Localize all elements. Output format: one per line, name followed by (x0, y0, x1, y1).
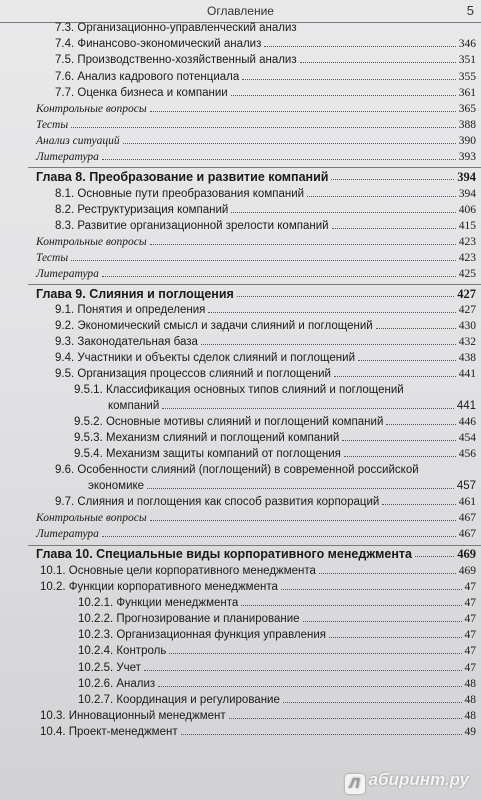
toc-page-number: 49 (464, 726, 476, 738)
dot-leader (319, 573, 456, 574)
toc-entry[interactable] (55, 204, 476, 216)
toc-entry[interactable] (36, 119, 476, 131)
toc-entry[interactable] (55, 188, 476, 200)
toc-page-number: 467 (458, 528, 476, 540)
toc-entry-title: 9.5.4. Механизм защиты компаний от поглощения (74, 448, 341, 460)
toc-page-number: 432 (458, 336, 476, 348)
toc-entry-title: 7.4. Финансово-экономический анализ (55, 38, 262, 50)
toc-page-number: 461 (458, 496, 476, 508)
dot-leader (342, 440, 455, 441)
chapter-divider (28, 284, 481, 285)
dot-leader (303, 621, 462, 622)
toc-entry[interactable] (74, 384, 476, 396)
toc-page-number: 47 (464, 645, 476, 657)
toc-entry-title: 8.2. Реструктуризация компаний (55, 204, 229, 216)
toc-page-number: 346 (458, 38, 476, 50)
dot-leader (150, 111, 456, 112)
dot-leader (162, 408, 454, 409)
toc-entry[interactable] (78, 645, 476, 657)
toc-page-number: 430 (458, 320, 476, 332)
toc-entry-title: Контрольные вопросы (36, 236, 147, 248)
toc-entry[interactable] (55, 496, 476, 508)
toc-entry[interactable] (55, 38, 476, 50)
toc-page-number: 390 (458, 135, 476, 147)
dot-leader (242, 79, 455, 80)
toc-page-number: 393 (458, 151, 476, 163)
toc-entry[interactable] (55, 464, 476, 476)
dot-leader (331, 179, 454, 180)
chapter-divider (28, 545, 481, 546)
dot-leader (231, 212, 455, 213)
toc-entry[interactable] (55, 54, 476, 66)
toc-page-number: 456 (458, 448, 476, 460)
toc-entry[interactable] (36, 512, 476, 524)
dot-leader (71, 260, 456, 261)
toc-entry[interactable] (78, 694, 476, 706)
toc-entry-title: 9.4. Участники и объекты сделок слияний и поглощений (55, 352, 355, 364)
toc-entry-title: 10.4. Проект-менеджмент (40, 726, 178, 738)
toc-entry-title: 10.2.1. Функции менеджмента (78, 597, 239, 609)
dot-leader (150, 244, 456, 245)
toc-page-number: 394 (458, 188, 476, 200)
toc-entry[interactable] (40, 565, 476, 577)
dot-leader (201, 344, 456, 345)
toc-entry-title: Литература (36, 151, 99, 163)
book-icon: Л (345, 774, 365, 794)
toc-page-number: 425 (458, 268, 476, 280)
toc-entry-title: компаний (108, 400, 160, 412)
toc-page-number: 415 (458, 220, 476, 232)
toc-entry-title: Тесты (36, 252, 69, 264)
toc-entry[interactable] (108, 400, 476, 412)
toc-entry-title: Тесты (36, 119, 69, 131)
dot-leader (382, 504, 455, 505)
toc-page-number: 427 (458, 304, 476, 316)
toc-entry[interactable] (74, 448, 476, 460)
toc-entry-title: 9.2. Экономический смысл и задачи слияний и поглощений (55, 320, 373, 332)
running-title: Оглавление (207, 4, 274, 18)
toc-entry-title: 9.5.1. Классификация основных типов слияний и поглощений (74, 384, 404, 396)
toc-entry[interactable] (78, 629, 476, 641)
toc-entry-title: 9.3. Законодательная база (55, 336, 198, 348)
toc-page-number: 361 (458, 87, 476, 99)
dot-leader (376, 328, 456, 329)
toc-page-number: 423 (458, 252, 476, 264)
toc-entry[interactable] (36, 528, 476, 540)
toc-entry-title: 7.7. Оценка бизнеса и компании (55, 87, 228, 99)
toc-page-number: 441 (456, 400, 476, 412)
toc-entry-title: 10.2.4. Контроль (78, 645, 167, 657)
toc-entry-title: 9.5.3. Механизм слияний и поглощений компаний (74, 432, 340, 444)
toc-entry[interactable] (36, 103, 476, 115)
chapter-divider (28, 167, 481, 168)
toc-entry-title: Контрольные вопросы (36, 512, 147, 524)
dot-leader (300, 62, 456, 63)
toc-page-number: 427 (457, 287, 476, 301)
toc-page-number: 351 (458, 54, 476, 66)
toc-entry[interactable] (40, 581, 476, 593)
toc-entry-title: 9.5. Организация процессов слияний и поглощений (55, 368, 331, 380)
toc-entry-title: 10.2.3. Организационная функция управления (78, 629, 327, 641)
dot-leader (169, 653, 461, 654)
toc-entry-title: Глава 8. Преобразование и развитие компаний (36, 170, 329, 184)
toc-page-number: 47 (464, 597, 476, 609)
toc-page-number: 454 (458, 432, 476, 444)
toc-page-number: 469 (458, 565, 476, 577)
toc-chapter-entry[interactable] (36, 288, 476, 300)
toc-page-number: 457 (456, 480, 476, 492)
toc-entry-title: Глава 10. Специальные виды корпоративного менеджмента (36, 547, 413, 561)
dot-leader (334, 376, 456, 377)
toc-entry[interactable] (36, 252, 476, 264)
dot-leader (281, 589, 462, 590)
toc-entry[interactable] (40, 726, 476, 738)
dot-leader (264, 46, 455, 47)
page-number: 5 (466, 3, 474, 18)
toc-entry-title: 10.2.7. Координация и регулирование (78, 694, 280, 706)
toc-entry[interactable] (78, 678, 476, 690)
toc-entry[interactable] (55, 220, 476, 232)
toc-entry-title: Анализ ситуаций (36, 135, 120, 147)
toc-entry[interactable] (55, 71, 476, 83)
dot-leader (102, 276, 456, 277)
toc-entry-title: Контрольные вопросы (36, 103, 147, 115)
toc-entry-title: Глава 9. Слияния и поглощения (36, 287, 234, 301)
toc-entry[interactable] (55, 87, 476, 99)
toc-page-number: 355 (458, 71, 476, 83)
dot-leader (344, 456, 456, 457)
toc-page-number: 48 (464, 710, 476, 722)
toc-chapter-entry[interactable] (36, 171, 476, 183)
toc-entry-title: 7.3. Организационно-управленческий анализ (55, 22, 297, 34)
dot-leader (329, 637, 461, 638)
toc-entry[interactable] (55, 352, 476, 364)
toc-page-number: 48 (464, 678, 476, 690)
toc-entry-title: 9.7. Слияния и поглощения как способ развития корпораций (55, 496, 380, 508)
watermark-text: абиринт.ру (368, 770, 469, 789)
dot-leader (358, 360, 456, 361)
toc-entry[interactable] (55, 22, 476, 34)
toc-entry[interactable] (55, 320, 476, 332)
toc-page-number: 47 (464, 613, 476, 625)
toc-chapter-entry[interactable] (36, 548, 476, 560)
dot-leader (123, 143, 456, 144)
toc-entry-title: 8.1. Основные пути преобразования компаний (55, 188, 305, 200)
toc-entry[interactable] (55, 368, 476, 380)
toc-page-number: 365 (458, 103, 476, 115)
toc-entry-title: Литература (36, 268, 99, 280)
toc-page-number: 423 (458, 236, 476, 248)
toc-entry-title: Литература (36, 528, 99, 540)
toc-entry[interactable] (36, 236, 476, 248)
toc-page-number: 47 (464, 662, 476, 674)
toc-entry-title: 10.2. Функции корпоративного менеджмента (40, 581, 278, 593)
toc-page-number: 47 (464, 629, 476, 641)
toc-page-number: 469 (457, 547, 476, 561)
dot-leader (231, 95, 456, 96)
toc-entry[interactable] (55, 336, 476, 348)
toc-entry[interactable] (78, 597, 476, 609)
dot-leader (307, 196, 456, 197)
dot-leader (332, 228, 456, 229)
toc-entry-title: 10.2.5. Учет (78, 662, 141, 674)
toc-page-number: 48 (464, 694, 476, 706)
toc-page-number: 467 (458, 512, 476, 524)
toc-entry[interactable] (55, 304, 476, 316)
toc-entry-title: 9.5.2. Основные мотивы слияний и поглощений компаний (74, 416, 384, 428)
toc-page-number: 406 (458, 204, 476, 216)
dot-leader (150, 520, 456, 521)
toc-entry-title: 10.2.6. Анализ (78, 678, 156, 690)
page-header (0, 0, 481, 23)
dot-leader (181, 734, 462, 735)
toc-entry[interactable] (36, 135, 476, 147)
dot-leader (386, 424, 455, 425)
dot-leader (241, 605, 461, 606)
dot-leader (229, 718, 462, 719)
toc-entry[interactable] (40, 710, 476, 722)
dot-leader (147, 488, 454, 489)
toc-page-number: 446 (458, 416, 476, 428)
dot-leader (158, 686, 461, 687)
toc-entry-title: 10.3. Инновационный менеджмент (40, 710, 226, 722)
toc-entry[interactable] (88, 480, 476, 492)
dot-leader (102, 159, 456, 160)
dot-leader (71, 127, 456, 128)
toc-entry[interactable] (78, 662, 476, 674)
toc-page-number: 394 (457, 170, 476, 184)
dot-leader (283, 702, 462, 703)
toc-entry-title: 7.6. Анализ кадрового потенциала (55, 71, 240, 83)
toc-entry[interactable] (36, 268, 476, 280)
toc-entry-title: 9.1. Понятия и определения (55, 304, 206, 316)
toc-entry-title: 7.5. Производственно-хозяйственный анализ (55, 54, 297, 66)
dot-leader (102, 536, 456, 537)
toc-page-number: 47 (464, 581, 476, 593)
dot-leader (144, 670, 462, 671)
toc-entry[interactable] (74, 416, 476, 428)
toc-page-number: 388 (458, 119, 476, 131)
dot-leader (415, 556, 454, 557)
toc-entry[interactable] (78, 613, 476, 625)
toc-page-number: 438 (458, 352, 476, 364)
dot-leader (237, 296, 454, 297)
toc-entry-title: 10.1. Основные цели корпоративного менеджмента (40, 565, 316, 577)
toc-entry-title: 8.3. Развитие организационной зрелости компаний (55, 220, 329, 232)
dot-leader (208, 312, 455, 313)
toc-page-number: 441 (458, 368, 476, 380)
toc-entry-title: 10.2.2. Прогнозирование и планирование (78, 613, 300, 625)
toc-entry-title: экономике (88, 480, 145, 492)
toc-entry-title: 9.6. Особенности слияний (поглощений) в современной российской (55, 464, 419, 476)
toc-entry[interactable] (74, 432, 476, 444)
toc-entry[interactable] (36, 151, 476, 163)
site-watermark (345, 770, 469, 794)
